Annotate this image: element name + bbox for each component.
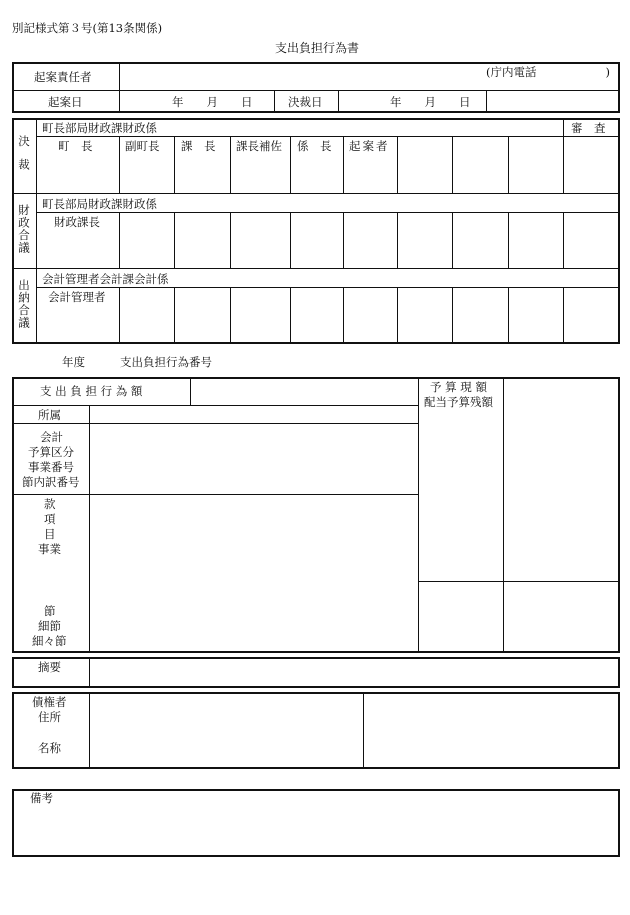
account-label: 会計 [40, 430, 63, 444]
role-kakaricho: 係 長 [297, 139, 332, 153]
table-rule [119, 212, 120, 268]
table-rule [12, 423, 418, 424]
budget-label-remaining: 配当予算残額 [424, 395, 493, 409]
remarks-label: 備考 [30, 791, 53, 805]
table-rule [452, 287, 453, 344]
table-rule [508, 136, 509, 193]
zaisei-dept: 町長部局財政課財政係 [42, 197, 157, 211]
table-rule [452, 212, 453, 268]
moku-label: 目 [44, 527, 56, 541]
form-number: 別記様式第３号(第13条関係) [12, 21, 163, 35]
table-rule [36, 287, 620, 288]
table-rule [36, 212, 620, 213]
decision-date-label: 決裁日 [288, 95, 323, 109]
table-rule [343, 287, 344, 344]
affiliation-label: 所属 [38, 408, 61, 422]
table-rule [338, 90, 339, 113]
table-rule [290, 287, 291, 344]
role-kacho-hosa: 課長補佐 [236, 139, 282, 153]
table-rule [397, 136, 398, 193]
table-rule [119, 136, 120, 193]
table-rule [36, 136, 620, 137]
table-rule [230, 136, 231, 193]
suito-role: 会計管理者 [48, 290, 106, 304]
category-field[interactable] [91, 496, 416, 651]
table-rule [343, 212, 344, 268]
year-label: 年度 [62, 355, 85, 369]
phone-label: (庁内電話 ) [486, 65, 610, 79]
kan-label: 款 [44, 497, 56, 511]
table-rule [174, 287, 175, 344]
zaisei-label: 財政合議 [17, 204, 31, 254]
ko-label: 項 [44, 512, 56, 526]
creditor-extra-field[interactable] [365, 694, 618, 767]
jigyo-label: 事業 [38, 542, 61, 556]
address-label: 住所 [38, 710, 61, 724]
table-rule [363, 692, 364, 769]
shinsa-label: 審 査 [571, 121, 606, 135]
zaisei-role: 財政課長 [54, 215, 100, 229]
drafter-field[interactable] [121, 64, 471, 88]
summary-field[interactable] [91, 659, 618, 686]
role-fukucho: 副町長 [125, 139, 160, 153]
table-rule [508, 287, 509, 344]
table-rule [508, 212, 509, 268]
table-rule [452, 136, 453, 193]
table-rule [12, 268, 620, 269]
creditor-field[interactable] [91, 694, 362, 767]
table-rule [343, 136, 344, 193]
table-rule [230, 212, 231, 268]
name-label: 名称 [38, 741, 61, 755]
saisetsu-label: 細節 [38, 619, 61, 633]
table-rule [486, 90, 487, 113]
table-rule [190, 377, 191, 405]
affiliation-field[interactable] [91, 407, 416, 422]
table-rule [418, 581, 620, 582]
table-rule [174, 136, 175, 193]
table-rule [418, 377, 419, 653]
table-rule [563, 212, 564, 268]
table-rule [503, 377, 504, 653]
amount-label: 支 出 負 担 行 為 額 [40, 384, 143, 398]
table-rule [89, 405, 90, 653]
draft-date-label: 起案日 [48, 95, 83, 109]
table-rule [119, 287, 120, 344]
summary-label: 摘要 [38, 660, 61, 674]
table-rule [12, 193, 620, 194]
role-cho: 町 長 [58, 139, 93, 153]
budget-division-label: 予算区分 [28, 445, 74, 459]
drafter-label: 起案責任者 [34, 70, 92, 84]
table-rule [89, 692, 90, 769]
project-number-label: 事業番号 [28, 460, 74, 474]
table-rule [230, 287, 231, 344]
table-rule [397, 212, 398, 268]
form-title: 支出負担行為書 [275, 41, 360, 55]
table-rule [290, 136, 291, 193]
table-rule [563, 136, 564, 193]
table-rule [89, 657, 90, 688]
table-rule [36, 118, 37, 344]
section-breakdown-label: 節内訳番号 [22, 475, 80, 489]
kessai-label: 決裁 [17, 135, 31, 182]
table-rule [397, 287, 398, 344]
table-rule [12, 494, 418, 495]
kessai-dept: 町長部局財政課財政係 [42, 121, 157, 135]
table-rule [119, 62, 120, 113]
role-kacho: 課 長 [181, 139, 216, 153]
table-rule [12, 405, 418, 406]
creditor-label: 債権者 [32, 695, 67, 709]
draft-date-field[interactable]: 年 月 日 [172, 95, 253, 109]
remarks-field[interactable] [14, 806, 618, 855]
extra-date-field[interactable] [488, 92, 618, 112]
saisaisetsu-label: 細々節 [32, 634, 67, 648]
budget-amount-field[interactable] [505, 379, 618, 579]
account-field[interactable] [91, 425, 416, 493]
suito-label: 出納合議 [17, 279, 31, 329]
table-rule [274, 90, 275, 113]
budget-label-current: 予 算 現 額 [430, 380, 487, 394]
table-rule [563, 287, 564, 344]
table-rule [290, 212, 291, 268]
table-rule [12, 90, 620, 91]
suito-dept: 会計管理者会計課会計係 [42, 272, 169, 286]
number-label: 支出負担行為番号 [120, 355, 212, 369]
decision-date-field[interactable]: 年 月 日 [390, 95, 471, 109]
table-rule [174, 212, 175, 268]
setsu-label: 節 [44, 604, 56, 618]
role-kianzha: 起案者 [349, 139, 390, 153]
amount-field[interactable] [192, 379, 416, 403]
table-rule [563, 118, 564, 136]
